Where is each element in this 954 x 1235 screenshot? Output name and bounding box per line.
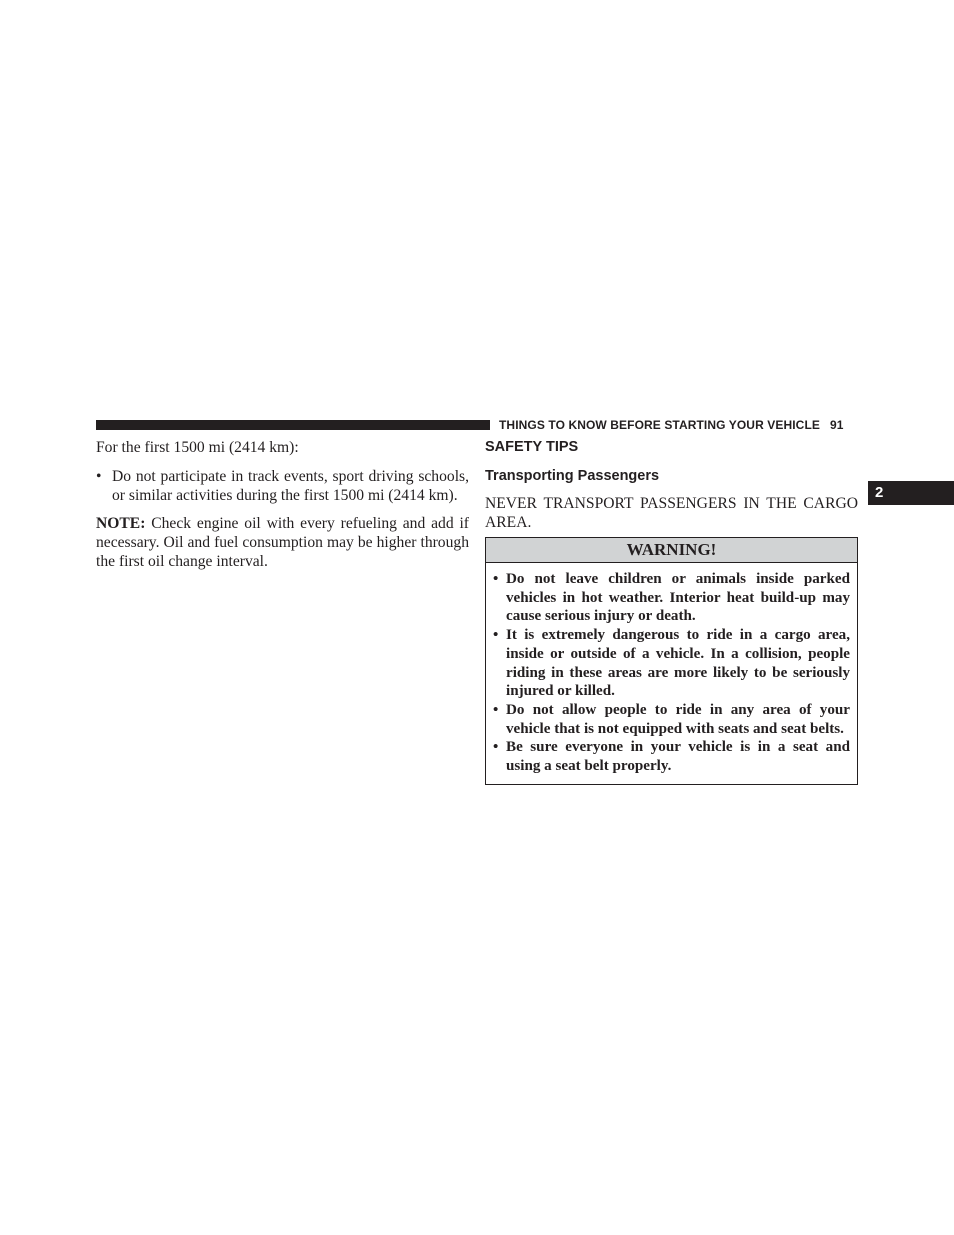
chapter-number: 2	[875, 484, 884, 501]
bullet-icon: •	[493, 627, 499, 644]
warning-item-text: Do not allow people to ride in any area of your vehicle that is not equipped with seats and seat belts.	[506, 701, 850, 737]
list-item-text: Do not participate in track events, sport driving schools, or similar activities during the first 1500 mi (2414 km).	[112, 468, 469, 504]
warning-item	[493, 738, 850, 775]
warning-item-text: Be sure everyone in your vehicle is in a seat and using a seat belt properly.	[506, 739, 850, 775]
section-title: SAFETY TIPS	[485, 439, 579, 455]
warning-body	[486, 563, 857, 784]
warning-item	[493, 701, 850, 738]
chapter-tab	[868, 481, 954, 505]
subsection-title: Transporting Passengers	[485, 468, 660, 484]
left-column	[96, 438, 469, 571]
page-number: 91	[829, 418, 844, 432]
warning-title: WARNING!	[486, 538, 857, 563]
cargo-paragraph: NEVER TRANSPORT PASSENGERS IN THE CARGO AREA.	[485, 495, 858, 531]
bullet-icon: •	[96, 468, 102, 485]
bullet-icon: •	[493, 571, 499, 587]
warning-item	[493, 570, 850, 626]
note-label: NOTE:	[96, 515, 146, 532]
bullet-icon: •	[493, 701, 499, 718]
warning-item-text: Do not leave children or animals inside parked vehicles in hot weather. Interior heat build-up may cause serious injury or death.	[506, 571, 850, 625]
header-title: THINGS TO KNOW BEFORE STARTING YOUR VEHICLE	[499, 418, 820, 432]
note-paragraph	[96, 514, 469, 571]
warning-item	[493, 626, 850, 701]
bullet-icon: •	[493, 739, 499, 756]
list-item	[96, 467, 469, 505]
running-header	[499, 417, 859, 433]
intro-text: For the first 1500 mi (2414 km):	[96, 439, 299, 456]
right-column	[485, 438, 858, 785]
header-rule	[96, 420, 490, 430]
warning-box	[485, 537, 858, 785]
warning-item-text: It is extremely dangerous to ride in a cargo area, inside or outside of a vehicle. In a collision, people riding in these areas are more likely to be seriously injured or killed.	[506, 627, 850, 700]
break-in-list	[96, 467, 469, 505]
warning-list	[493, 570, 850, 776]
note-text: Check engine oil with every refueling and add if necessary. Oil and fuel consumption may be higher through the first oil change interval.	[96, 515, 469, 570]
